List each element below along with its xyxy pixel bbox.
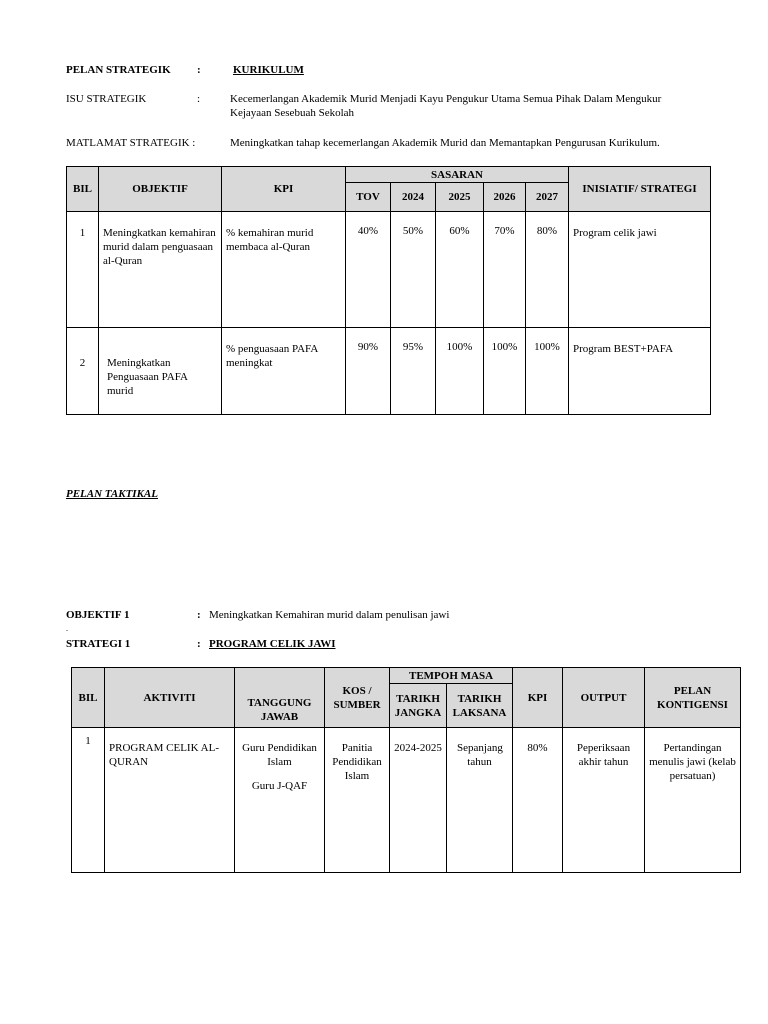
row1-2027: 80% bbox=[526, 212, 569, 328]
row1-output: Peperiksaan akhir tahun bbox=[563, 728, 645, 873]
objektif-label: OBJEKTIF 1 bbox=[66, 609, 130, 621]
row1-bil: 1 bbox=[72, 728, 105, 873]
tactical-plan-table bbox=[71, 667, 741, 873]
stray-dot: . bbox=[66, 624, 68, 633]
strategi-value: PROGRAM CELIK JAWI bbox=[209, 638, 336, 650]
objektif-value: Meningkatkan Kemahiran murid dalam penulisan jawi bbox=[209, 609, 450, 621]
row1-bil: 1 bbox=[67, 212, 99, 328]
row1-aktiviti: PROGRAM CELIK AL-QURAN bbox=[105, 728, 235, 873]
row2-2025: 100% bbox=[436, 328, 484, 415]
row1-tanggung-jawab-2: Guru J-QAF bbox=[251, 780, 308, 792]
table-row bbox=[67, 212, 711, 328]
header-kpi: KPI bbox=[513, 668, 563, 728]
pelan-strategik-value: KURIKULUM bbox=[233, 64, 304, 76]
header-kos-sumber: KOS / SUMBER bbox=[325, 668, 390, 728]
header-inisiatif: INISIATIF/ STRATEGI bbox=[569, 167, 711, 212]
row1-objektif: Meningkatkan kemahiran murid dalam penguasaan al-Quran bbox=[99, 212, 222, 328]
strategic-plan-table bbox=[66, 166, 711, 415]
pelan-strategik-label: PELAN STRATEGIK bbox=[66, 64, 171, 76]
header-2026: 2026 bbox=[484, 183, 526, 212]
header-2024: 2024 bbox=[391, 183, 436, 212]
row1-kpi: % kemahiran murid membaca al-Quran bbox=[222, 212, 346, 328]
header-output: OUTPUT bbox=[563, 668, 645, 728]
row1-tov: 40% bbox=[346, 212, 391, 328]
matlamat-strategik-value: Meningkatkan tahap kecemerlangan Akademik Murid dan Memantapkan Pengurusan Kurikulum. bbox=[230, 137, 660, 149]
row2-2026: 100% bbox=[484, 328, 526, 415]
row1-kos-sumber: Panitia Pendidikan Islam bbox=[325, 728, 390, 873]
row2-2024: 95% bbox=[391, 328, 436, 415]
row1-2025: 60% bbox=[436, 212, 484, 328]
header-sasaran: SASARAN bbox=[346, 167, 569, 183]
row1-tanggung-jawab-1: Guru Pendidikan Islam bbox=[242, 742, 317, 768]
isu-colon: : bbox=[197, 93, 201, 105]
pelan-taktikal-title: PELAN TAKTIKAL bbox=[66, 488, 158, 500]
header-kpi: KPI bbox=[222, 167, 346, 212]
header-2025: 2025 bbox=[436, 183, 484, 212]
row1-pelan-kontigensi: Pertandingan menulis jawi (kelab persatuan) bbox=[645, 728, 741, 873]
row1-2024: 50% bbox=[391, 212, 436, 328]
header-pelan-kontigensi: PELAN KONTIGENSI bbox=[645, 668, 741, 728]
row2-objektif: Meningkatkan Penguasaan PAFA murid bbox=[99, 328, 222, 415]
pelan-colon: : bbox=[197, 64, 201, 76]
header-tarikh-laksana: TARIKH LAKSANA bbox=[447, 684, 513, 728]
objektif-colon: : bbox=[197, 609, 201, 621]
header-tov: TOV bbox=[346, 183, 391, 212]
row2-2027: 100% bbox=[526, 328, 569, 415]
table-row bbox=[67, 328, 711, 415]
isu-strategik-value-line2: Kejayaan Sesebuah Sekolah bbox=[230, 107, 355, 119]
header-tempoh-masa: TEMPOH MASA bbox=[390, 668, 513, 684]
row2-tov: 90% bbox=[346, 328, 391, 415]
matlamat-strategik-label: MATLAMAT STRATEGIK : bbox=[66, 137, 196, 149]
strategi-label: STRATEGI 1 bbox=[66, 638, 131, 650]
isu-strategik-value-line1: Kecemerlangan Akademik Murid Menjadi Kayu Pengukur Utama Semua Pihak Dalam Mengukur bbox=[230, 93, 662, 105]
strategi-colon: : bbox=[197, 638, 201, 650]
row1-kpi: 80% bbox=[513, 728, 563, 873]
header-objektif: OBJEKTIF bbox=[99, 167, 222, 212]
row1-inisiatif: Program celik jawi bbox=[569, 212, 711, 328]
table-row bbox=[72, 728, 741, 873]
row1-tarikh-laksana: Sepanjang tahun bbox=[447, 728, 513, 873]
row2-kpi: % penguasaan PAFA meningkat bbox=[222, 328, 346, 415]
row1-tanggung-jawab bbox=[235, 728, 325, 873]
header-2027: 2027 bbox=[526, 183, 569, 212]
header-aktiviti: AKTIVITI bbox=[105, 668, 235, 728]
isu-strategik-label: ISU STRATEGIK bbox=[66, 93, 147, 105]
header-bil: BIL bbox=[72, 668, 105, 728]
row2-inisiatif: Program BEST+PAFA bbox=[569, 328, 711, 415]
header-tarikh-jangka: TARIKH JANGKA bbox=[390, 684, 447, 728]
header-tanggung-jawab: TANGGUNG JAWAB bbox=[235, 668, 325, 728]
row1-2026: 70% bbox=[484, 212, 526, 328]
row2-bil: 2 bbox=[67, 328, 99, 415]
header-bil: BIL bbox=[67, 167, 99, 212]
row1-tarikh-jangka: 2024-2025 bbox=[390, 728, 447, 873]
